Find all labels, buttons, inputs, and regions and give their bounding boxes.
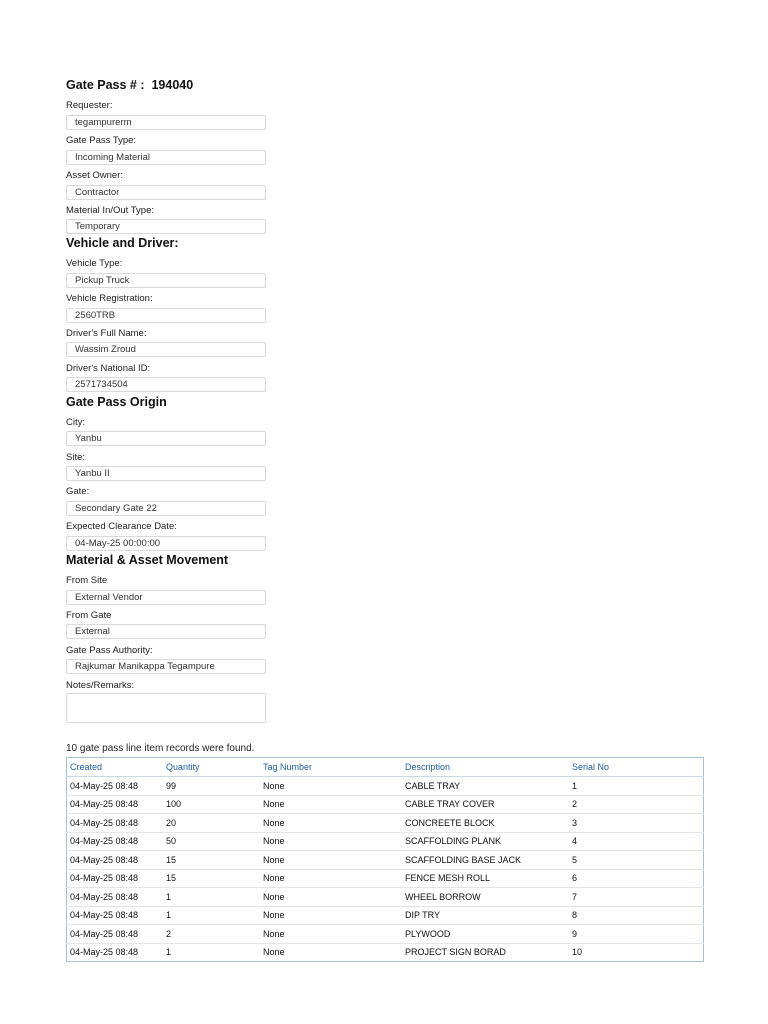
site-field[interactable]: Yanbu II xyxy=(66,466,266,481)
cell-description: FENCE MESH ROLL xyxy=(402,869,569,888)
cell-quantity: 1 xyxy=(163,906,260,925)
cell-created: 04-May-25 08:48 xyxy=(67,777,164,796)
requester-field[interactable]: tegampurerm xyxy=(66,115,266,130)
cell-description: PLYWOOD xyxy=(402,925,569,944)
table-row xyxy=(67,906,704,925)
cell-tag-number: None xyxy=(260,814,402,833)
authority-label: Gate Pass Authority: xyxy=(66,645,153,656)
column-header-quantity[interactable]: Quantity xyxy=(163,758,260,777)
cell-tag-number: None xyxy=(260,906,402,925)
gate-pass-type-label: Gate Pass Type: xyxy=(66,135,137,146)
authority-field[interactable]: Rajkumar Manikappa Tegampure xyxy=(66,659,266,674)
cell-created: 04-May-25 08:48 xyxy=(67,925,164,944)
city-label: City: xyxy=(66,417,85,428)
cell-serial-no: 6 xyxy=(569,869,704,888)
cell-tag-number: None xyxy=(260,795,402,814)
table-row xyxy=(67,925,704,944)
cell-serial-no: 7 xyxy=(569,888,704,907)
from-site-label: From Site xyxy=(66,575,108,586)
site-label: Site: xyxy=(66,452,86,463)
column-header-tag-number[interactable]: Tag Number xyxy=(260,758,402,777)
clearance-date-label: Expected Clearance Date: xyxy=(66,521,177,532)
notes-textarea[interactable] xyxy=(66,693,266,723)
cell-tag-number: None xyxy=(260,777,402,796)
cell-created: 04-May-25 08:48 xyxy=(67,851,164,870)
from-gate-label: From Gate xyxy=(66,610,112,621)
cell-serial-no: 2 xyxy=(569,795,704,814)
cell-tag-number: None xyxy=(260,869,402,888)
table-row xyxy=(67,795,704,814)
from-site-field[interactable]: External Vendor xyxy=(66,590,266,605)
cell-tag-number: None xyxy=(260,943,402,962)
requester-label: Requester: xyxy=(66,100,113,111)
table-row xyxy=(67,777,704,796)
page-title xyxy=(66,78,193,92)
cell-created: 04-May-25 08:48 xyxy=(67,869,164,888)
column-header-created[interactable]: Created xyxy=(67,758,164,777)
asset-owner-label: Asset Owner: xyxy=(66,170,124,181)
page-title-prefix: Gate Pass # : xyxy=(66,78,145,92)
driver-id-label: Driver's National ID: xyxy=(66,363,151,374)
material-type-label: Material In/Out Type: xyxy=(66,205,155,216)
table-row xyxy=(67,832,704,851)
line-items-table xyxy=(66,757,704,962)
cell-serial-no: 3 xyxy=(569,814,704,833)
vehicle-type-label: Vehicle Type: xyxy=(66,258,123,269)
records-found-text: 10 gate pass line item records were found. xyxy=(66,743,255,754)
cell-tag-number: None xyxy=(260,925,402,944)
cell-serial-no: 9 xyxy=(569,925,704,944)
notes-label: Notes/Remarks: xyxy=(66,680,135,691)
city-field[interactable]: Yanbu xyxy=(66,431,266,446)
cell-tag-number: None xyxy=(260,832,402,851)
cell-created: 04-May-25 08:48 xyxy=(67,832,164,851)
table-row xyxy=(67,851,704,870)
cell-description: WHEEL BORROW xyxy=(402,888,569,907)
gate-field[interactable]: Secondary Gate 22 xyxy=(66,501,266,516)
section-vehicle-driver: Vehicle and Driver: xyxy=(66,236,179,250)
cell-quantity: 50 xyxy=(163,832,260,851)
section-origin: Gate Pass Origin xyxy=(66,395,167,409)
cell-created: 04-May-25 08:48 xyxy=(67,906,164,925)
cell-quantity: 20 xyxy=(163,814,260,833)
cell-quantity: 99 xyxy=(163,777,260,796)
driver-name-label: Driver's Full Name: xyxy=(66,328,147,339)
section-movement: Material & Asset Movement xyxy=(66,553,229,567)
vehicle-reg-label: Vehicle Registration: xyxy=(66,293,153,304)
cell-serial-no: 8 xyxy=(569,906,704,925)
cell-created: 04-May-25 08:48 xyxy=(67,888,164,907)
cell-serial-no: 10 xyxy=(569,943,704,962)
cell-quantity: 15 xyxy=(163,851,260,870)
cell-quantity: 1 xyxy=(163,943,260,962)
asset-owner-field[interactable]: Contractor xyxy=(66,185,266,200)
cell-serial-no: 1 xyxy=(569,777,704,796)
cell-description: CABLE TRAY xyxy=(402,777,569,796)
cell-quantity: 15 xyxy=(163,869,260,888)
gate-label: Gate: xyxy=(66,486,90,497)
cell-created: 04-May-25 08:48 xyxy=(67,795,164,814)
from-gate-field[interactable]: External xyxy=(66,624,266,639)
cell-description: PROJECT SIGN BORAD xyxy=(402,943,569,962)
clearance-date-field[interactable]: 04-May-25 00:00:00 xyxy=(66,536,266,551)
table-header-row xyxy=(67,758,704,777)
cell-quantity: 100 xyxy=(163,795,260,814)
cell-description: CABLE TRAY COVER xyxy=(402,795,569,814)
cell-description: DIP TRY xyxy=(402,906,569,925)
material-type-field[interactable]: Temporary xyxy=(66,219,266,234)
cell-created: 04-May-25 08:48 xyxy=(67,943,164,962)
cell-description: CONCREETE BLOCK xyxy=(402,814,569,833)
cell-description: SCAFFOLDING BASE JACK xyxy=(402,851,569,870)
column-header-description[interactable]: Description xyxy=(402,758,569,777)
table-row xyxy=(67,888,704,907)
cell-quantity: 1 xyxy=(163,888,260,907)
gate-pass-type-field[interactable]: Incoming Material xyxy=(66,150,266,165)
cell-created: 04-May-25 08:48 xyxy=(67,814,164,833)
cell-serial-no: 4 xyxy=(569,832,704,851)
vehicle-type-field[interactable]: Pickup Truck xyxy=(66,273,266,288)
driver-id-field[interactable]: 2571734504 xyxy=(66,377,266,392)
column-header-serial-no[interactable]: Serial No xyxy=(569,758,704,777)
cell-tag-number: None xyxy=(260,888,402,907)
cell-tag-number: None xyxy=(260,851,402,870)
cell-quantity: 2 xyxy=(163,925,260,944)
vehicle-reg-field[interactable]: 2560TRB xyxy=(66,308,266,323)
table-row xyxy=(67,869,704,888)
cell-description: SCAFFOLDING PLANK xyxy=(402,832,569,851)
cell-serial-no: 5 xyxy=(569,851,704,870)
driver-name-field[interactable]: Wassim Zroud xyxy=(66,342,266,357)
table-row xyxy=(67,943,704,962)
gate-pass-number: 194040 xyxy=(151,78,194,92)
table-row xyxy=(67,814,704,833)
